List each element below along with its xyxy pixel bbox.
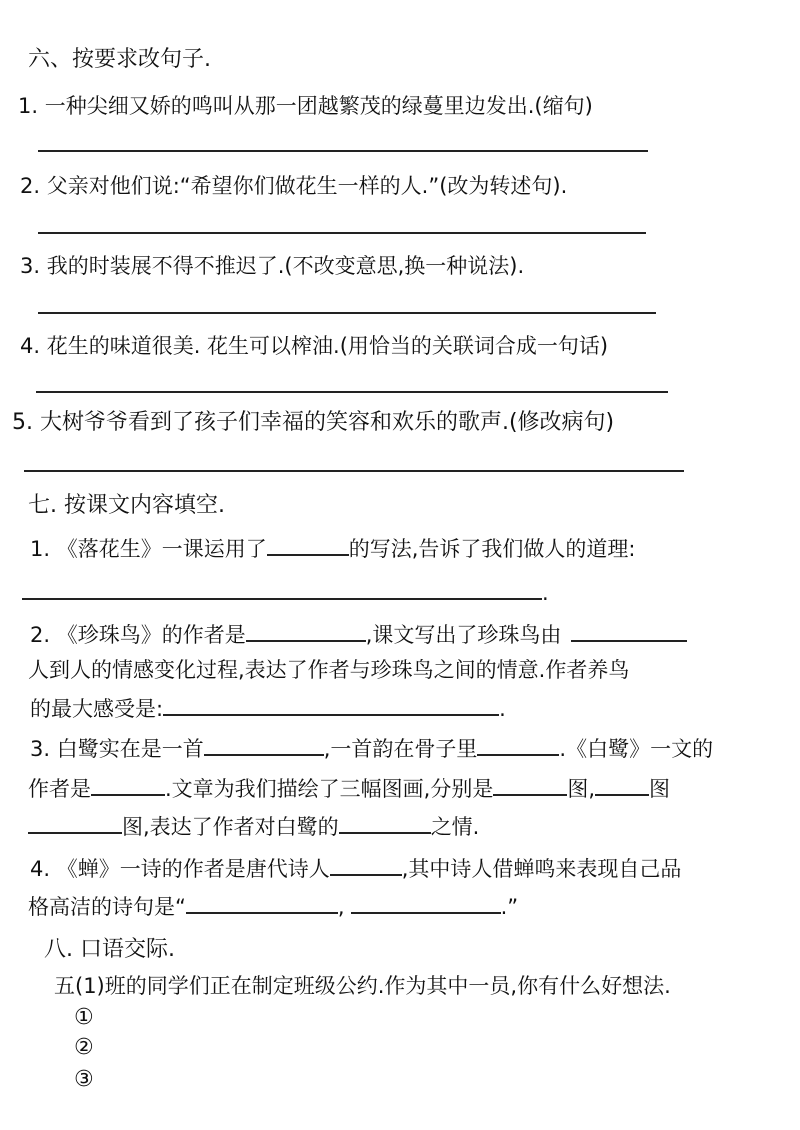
q7-1-line1	[30, 534, 635, 563]
q7-2-blank-3[interactable]	[163, 694, 499, 716]
q6-2-text: 2. 父亲对他们说:“希望你们做花生一样的人.”(改为转述句).	[20, 174, 568, 198]
q7-1-text-b: 的写法,告诉了我们做人的道理:	[348, 537, 636, 561]
q7-3-text-e: .文章为我们描绘了三幅图画,分别是	[165, 777, 494, 801]
q7-1-blank-2[interactable]	[22, 578, 542, 600]
section-8-title: 八. 口语交际.	[44, 937, 175, 962]
q7-4-text-b: ,其中诗人借蝉鸣来表现自己品	[401, 857, 682, 881]
q6-2-answer-line[interactable]	[38, 232, 646, 234]
q6-4-text: 4. 花生的味道很美. 花生可以榨油.(用恰当的关联词合成一句话)	[20, 334, 609, 358]
q6-1-text: 1. 一种尖细又娇的鸣叫从那一团越繁茂的绿蔓里边发出.(缩句)	[18, 94, 593, 118]
q7-3-tu-1: 图,	[567, 777, 596, 801]
section-7-title: 七. 按课文内容填空.	[28, 493, 225, 518]
q7-3-blank-2[interactable]	[477, 734, 559, 756]
q7-1-blank-1[interactable]	[267, 534, 349, 556]
q7-2-line1	[30, 620, 687, 649]
q7-3-text-c: .《白鹭》一文的	[559, 737, 714, 761]
q7-4-end: .”	[500, 895, 519, 919]
q6-4-answer-line[interactable]	[36, 391, 668, 393]
q7-4-comma: ,	[337, 895, 345, 919]
q7-3-line1	[30, 734, 713, 763]
q7-3-blank-7[interactable]	[339, 812, 431, 834]
q7-2-blank-2[interactable]	[571, 620, 687, 642]
q6-3-answer-line[interactable]	[38, 312, 656, 314]
q6-5-answer-line[interactable]	[24, 470, 684, 472]
answer-item-3: ③	[74, 1067, 94, 1092]
q7-3-blank-3[interactable]	[91, 774, 165, 796]
q7-4-blank-3[interactable]	[351, 892, 501, 914]
q7-2-end: .	[499, 697, 506, 721]
q7-4-line1	[30, 854, 681, 883]
q6-1-answer-line[interactable]	[38, 150, 648, 152]
q7-3-line3	[28, 812, 479, 841]
q7-2-text-a: 2. 《珍珠鸟》的作者是	[30, 623, 246, 647]
q7-1-end: .	[542, 581, 549, 605]
q7-4-text-c: 格高洁的诗句是“	[28, 895, 186, 919]
q7-3-text-f: 图,表达了作者对白鹭的	[122, 815, 339, 839]
q7-4-blank-1[interactable]	[330, 854, 402, 876]
q7-3-blank-5[interactable]	[595, 774, 649, 796]
q7-2-text-c: 的最大感受是:	[30, 697, 164, 721]
q7-2-line2: 人到人的情感变化过程,表达了作者与珍珠鸟之间的情意.作者养鸟	[28, 658, 630, 682]
q7-4-line2	[28, 892, 518, 921]
q7-3-text-d: 作者是	[28, 777, 91, 801]
q7-3-blank-1[interactable]	[204, 734, 324, 756]
q6-3-text: 3. 我的时装展不得不推迟了.(不改变意思,换一种说法).	[20, 254, 525, 278]
q6-5-text: 5. 大树爷爷看到了孩子们幸福的笑容和欢乐的歌声.(修改病句)	[12, 410, 615, 435]
q7-2-blank-1[interactable]	[246, 620, 366, 642]
section-6-title: 六、按要求改句子.	[28, 47, 211, 72]
q7-4-blank-2[interactable]	[186, 892, 338, 914]
q7-3-tu-2: 图	[649, 777, 671, 801]
q7-3-blank-4[interactable]	[493, 774, 567, 796]
answer-item-2: ②	[74, 1035, 94, 1060]
q7-3-text-a: 3. 白鹭实在是一首	[30, 737, 204, 761]
q7-1-line2	[22, 578, 549, 607]
q7-2-line3	[30, 694, 506, 723]
q7-3-text-g: 之情.	[430, 815, 480, 839]
q7-1-text-a: 1. 《落花生》一课运用了	[30, 537, 267, 561]
answer-item-1: ①	[74, 1005, 94, 1030]
q7-3-text-b: ,一首韵在骨子里	[323, 737, 478, 761]
section-8-prompt: 五(1)班的同学们正在制定班级公约.作为其中一员,你有什么好想法.	[54, 974, 671, 998]
q7-2-text-b: ,课文写出了珍珠鸟由	[365, 623, 562, 647]
q7-3-line2	[28, 774, 670, 803]
q7-3-blank-6[interactable]	[28, 812, 122, 834]
q7-4-text-a: 4. 《蝉》一诗的作者是唐代诗人	[30, 857, 330, 881]
